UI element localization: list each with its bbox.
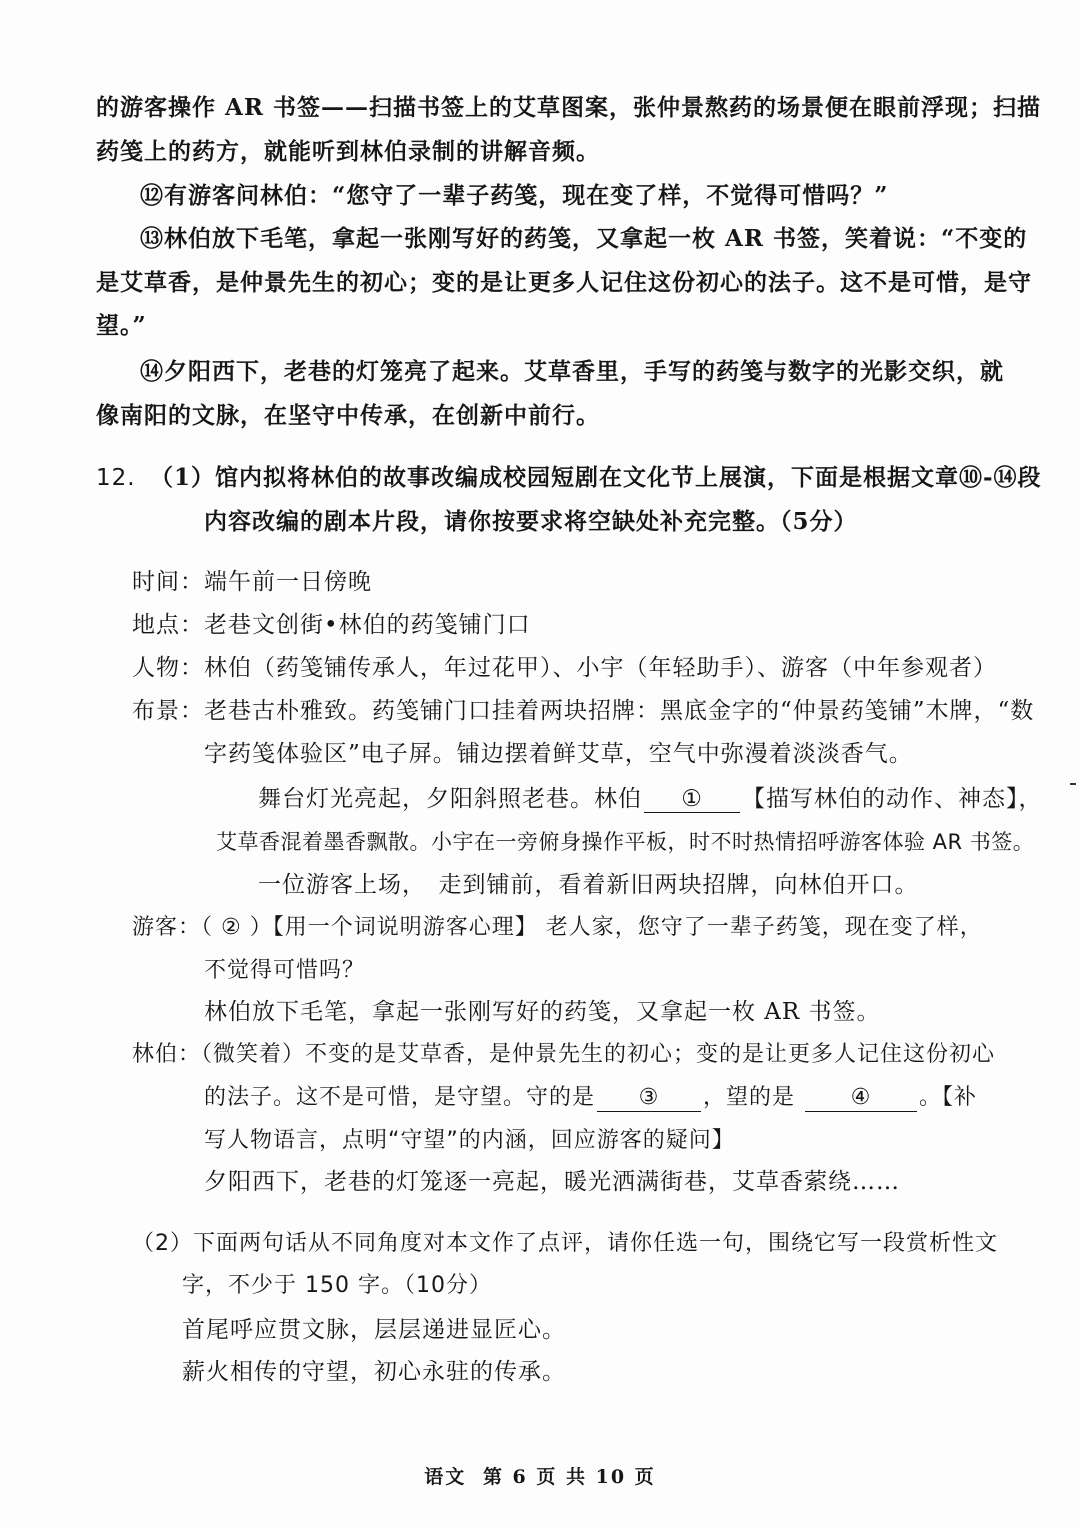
passage-p14-line2: 像南阳的文脉，在坚守中传承，在创新中前行。 [96, 402, 600, 429]
linbo-line2 [204, 1082, 977, 1114]
script-time: 时间：端午前一日傍晚 [132, 569, 372, 595]
footer-subject: 语文 [424, 1466, 467, 1488]
question-number: 12. [96, 465, 136, 491]
stage-direction-line1 [258, 783, 1043, 815]
stage-direction-line1-hint: 【描写林伯的动作、神态】， [742, 786, 1043, 812]
script-scene-line1: 布景：老巷古朴雅致。药笺铺门口挂着两块招牌：黑底金字的“仲景药笺铺”木牌，“数 [132, 698, 1035, 724]
passage-p12: ⑫有游客问林伯：“您守了一辈子药笺，现在变了样，不觉得可惜吗？” [140, 182, 889, 209]
script-ending: 夕阳西下，老巷的灯笼逐一亮起，暖光洒满街巷，艾草香萦绕…… [204, 1169, 900, 1195]
script-action: 林伯放下毛笔，拿起一张刚写好的药笺，又拿起一枚 AR 书签。 [204, 999, 881, 1025]
passage-p11-line2: 药笺上的药方，就能听到林伯录制的讲解音频。 [96, 138, 600, 165]
visitor-line1: 游客：（ ② ）【用一个词说明游客心理】 老人家，您守了一辈子药笺，现在变了样， [132, 915, 983, 940]
linbo-line1: 林伯：（微笑着）不变的是艾草香，是仲景先生的初心；变的是让更多人记住这份初心 [132, 1042, 996, 1067]
answer-blank-1[interactable]: ① [644, 786, 740, 813]
question-part1-line2: 内容改编的剧本片段，请你按要求将空缺处补充完整。（5分） [204, 508, 858, 535]
comment-option-2: 薪火相传的守望，初心永驻的传承。 [182, 1359, 566, 1385]
answer-blank-4[interactable]: ④ [805, 1085, 917, 1112]
passage-p14-line1: ⑭夕阳西下，老巷的灯笼亮了起来。艾草香里，手写的药笺与数字的光影交织，就 [140, 358, 1004, 385]
script-place: 地点：老巷文创街•林伯的药笺铺门口 [132, 612, 531, 638]
script-characters: 人物：林伯（药笺铺传承人，年过花甲）、小宇（年轻助手）、游客（中年参观者） [132, 655, 997, 681]
linbo-line2-text: 的法子。这不是可惜，是守望。守的是 [204, 1085, 596, 1110]
question-part2-line1: （2）下面两句话从不同角度对本文作了点评，请你任选一句，围绕它写一段赏析性文 [132, 1231, 998, 1256]
visitor-line2: 不觉得可惜吗？ [204, 958, 366, 983]
stage-direction-line2: 艾草香混着墨香飘散。小宇在一旁俯身操作平板，时不时热情招呼游客体验 AR 书签。 [216, 830, 1035, 854]
comment-option-1: 首尾呼应贯文脉，层层递进显匠心。 [182, 1317, 566, 1343]
scan-mark [1070, 783, 1076, 785]
question-part1-line1: （1）馆内拟将林伯的故事改编成校园短剧在文化节上展演，下面是根据文章⑩-⑭段 [150, 464, 1042, 491]
linbo-line3: 写人物语言，点明“守望”的内涵，回应游客的疑问】 [204, 1128, 735, 1153]
page-footer [0, 1462, 1080, 1489]
passage-p13-line2: 是艾草香，是仲景先生的初心；变的是让更多人记住这份初心的法子。这不是可惜，是守 [96, 269, 1032, 296]
script-scene-line2: 字药笺体验区”电子屏。铺边摆着鲜艾草，空气中弥漫着淡淡香气。 [204, 741, 913, 767]
answer-blank-3[interactable]: ③ [597, 1085, 701, 1112]
linbo-line2-mid: ，望的是 [703, 1085, 796, 1110]
stage-direction-line3: 一位游客上场， 走到铺前，看着新旧两块招牌，向林伯开口。 [258, 872, 919, 898]
footer-page-info: 第 6 页 共 10 页 [482, 1466, 656, 1488]
stage-direction-line1-text: 舞台灯光亮起，夕阳斜照老巷。林伯 [258, 786, 642, 812]
linbo-line2-end: 。【补 [919, 1085, 978, 1110]
passage-p13-line1: ⑬林伯放下毛笔，拿起一张刚写好的药笺，又拿起一枚 AR 书签，笑着说：“不变的 [140, 225, 1028, 252]
question-part2-line2: 字，不少于 150 字。（10分） [182, 1273, 492, 1298]
passage-p11-line1: 的游客操作 AR 书签——扫描书签上的艾草图案，张仲景熬药的场景便在眼前浮现；扫描 [96, 94, 1041, 121]
passage-p13-line3: 望。” [96, 312, 147, 339]
